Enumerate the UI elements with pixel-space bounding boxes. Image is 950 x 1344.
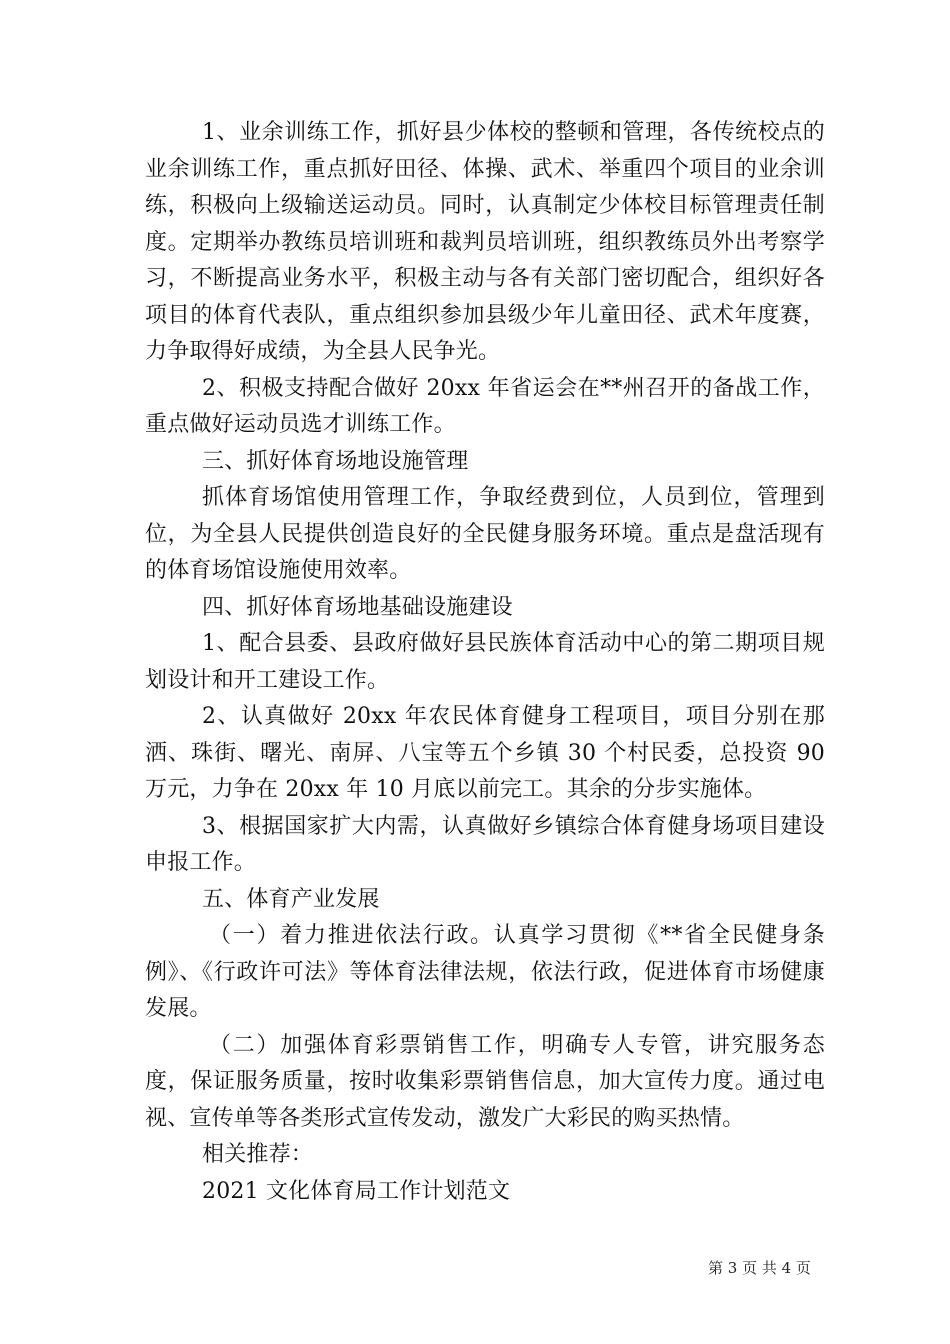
paragraph-lottery: （二）加强体育彩票销售工作，明确专人专管，讲究服务态度，保证服务质量，按时收集彩票销售信息，加大宣传力度。通过电视、宣传单等各类形式宣传发动，激发广大彩民的购买热情。 bbox=[145, 1032, 825, 1131]
page-number: 第 3 页 共 4 页 bbox=[708, 1259, 811, 1277]
heading-infrastructure: 四、抓好体育场地基础设施建设 bbox=[202, 594, 513, 620]
paragraph-law-administration: （一）着力推进依法行政。认真学习贯彻《**省全民健身条例》、《行政许可法》等体育法律法规，依法行政，促进体育市场健康发展。 bbox=[145, 923, 825, 1021]
heading-facility-management: 三、抓好体育场地设施管理 bbox=[202, 448, 469, 474]
related-link[interactable]: 2021 文化体育局工作计划范文 bbox=[202, 1178, 511, 1204]
paragraph-activity-center: 1、配合县委、县政府做好县民族体育活动中心的第二期项目规划设计和开工建设工作。 bbox=[145, 631, 825, 693]
related-label: 相关推荐： bbox=[202, 1142, 314, 1167]
paragraph-provincial-games: 2、积极支持配合做好 20xx 年省运会在**州召开的备战工作，重点做好运动员选才训练工作。 bbox=[145, 375, 825, 437]
paragraph-farmer-fitness: 2、认真做好 20xx 年农民体育健身工程项目，项目分别在那洒、珠街、曙光、南屏、八宝等五个乡镇 30 个村民委，总投资 90 万元，力争在 20xx 年 10 月底以前完工。其余的分步实施体。 bbox=[145, 704, 825, 802]
paragraph-township-fitness: 3、根据国家扩大内需，认真做好乡镇综合体育健身场项目建设申报工作。 bbox=[145, 813, 825, 875]
paragraph-training: 1、业余训练工作，抓好县少体校的整顿和管理，各传统校点的业余训练工作，重点抓好田径、体操、武术、举重四个项目的业余训练，积极向上级输送运动员。同时，认真制定少体校目标管理责任制度。定期举办教练员培训班和裁判员培训班，组织教练员外出考察学习，不断提高业务水平，积极主动与各有关部门密切配合，组织好各项目的体育代表队，重点组织参加县级少年儿童田径、武术年度赛，力争取得好成绩，为全县人民争光。 bbox=[145, 120, 825, 364]
paragraph-facility-management: 抓体育场馆使用管理工作，争取经费到位，人员到位，管理到位，为全县人民提供创造良好的全民健身服务环境。重点是盘活现有的体育场馆设施使用效率。 bbox=[145, 485, 825, 583]
document-body bbox=[145, 115, 825, 1210]
heading-industry: 五、体育产业发展 bbox=[202, 886, 380, 912]
